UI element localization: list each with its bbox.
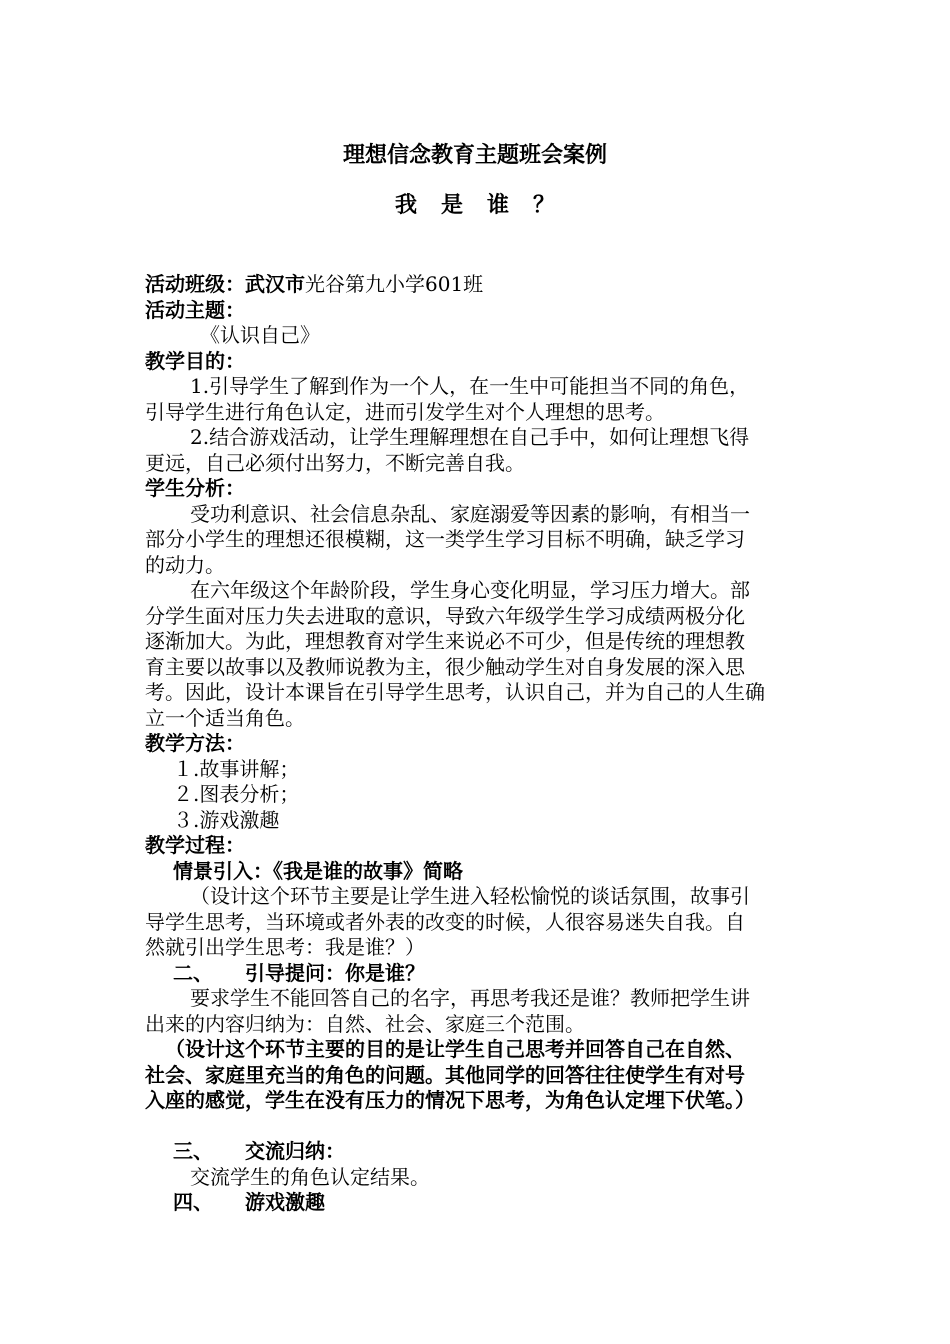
analysis-2c: 逐渐加大。为此，理想教育对学生来说必不可少，但是传统的理想教	[145, 629, 745, 653]
step1-a: 要求学生不能回答自己的名字，再思考我还是谁？教师把学生讲	[190, 986, 750, 1010]
step2-head: 交流归纳：	[245, 1139, 345, 1163]
step0-a: （设计这个环节主要是让学生进入轻松愉悦的谈话氛围，故事引	[190, 884, 750, 908]
analysis-2e: 考。因此，设计本课旨在引导学生思考，认识自己，并为自己的人生确	[145, 680, 765, 704]
analysis-2d: 育主要以故事以及教师说教为主，很少触动学生对自身发展的深入思	[145, 654, 745, 679]
goal-1b: 引导学生进行角色认定，进而引发学生对个人理想的思考。	[145, 399, 665, 424]
class-value: 光谷第九小学601班	[305, 272, 484, 296]
step1-num: 二、	[173, 960, 213, 985]
step0-b: 导学生思考，当环境或者外表的改变的时候，人很容易迷失自我。自	[145, 909, 745, 934]
analysis-2b: 分学生面对压力失去进取的意识，导致六年级学生学习成绩两极分化	[145, 603, 745, 628]
step1-heading	[145, 961, 810, 987]
step3-heading	[145, 1190, 810, 1216]
step3-head: 游戏激趣	[245, 1190, 325, 1214]
goal-2b: 更远，自己必须付出努力，不断完善自我。	[145, 450, 525, 475]
analysis-2f: 立一个适当角色。	[145, 705, 305, 730]
goal-1a: 1.引导学生了解到作为一个人，在一生中可能担当不同的角色，	[190, 374, 750, 398]
theme-value: 《认识自己》	[200, 323, 320, 347]
method-3: ３.游戏激趣	[173, 807, 280, 832]
class-line	[145, 272, 810, 298]
step1-note-c: 入座的感觉，学生在没有压力的情况下思考，为角色认定埋下伏笔。）	[145, 1088, 755, 1112]
document-body	[145, 272, 810, 1216]
step1-head: 引导提问：你是谁？	[245, 960, 425, 985]
process-label: 教学过程：	[145, 833, 245, 857]
step2-num: 三、	[173, 1139, 213, 1163]
analysis-1c: 的动力。	[145, 552, 225, 577]
step3-num: 四、	[173, 1190, 213, 1214]
step2-heading	[145, 1139, 810, 1165]
document-title: 理想信念教育主题班会案例	[342, 143, 607, 168]
step2-a: 交流学生的角色认定结果。	[190, 1164, 430, 1189]
goal-2a: 2.结合游戏活动，让学生理解理想在自己手中，如何让理想飞得	[190, 425, 750, 449]
step0-c: 然就引出学生思考：我是谁？）	[145, 935, 425, 959]
goal-label: 教学目的：	[145, 348, 245, 373]
step1-note-a: （设计这个环节主要的目的是让学生自己思考并回答自己在自然、	[165, 1037, 745, 1061]
method-1: １.故事讲解；	[173, 756, 300, 781]
step1-b: 出来的内容归纳为：自然、社会、家庭三个范围。	[145, 1011, 585, 1036]
document-subtitle: 我是谁？	[394, 193, 579, 218]
blank-line	[145, 1114, 810, 1140]
theme-label: 活动主题：	[145, 297, 245, 322]
analysis-1a: 受功利意识、社会信息杂乱、家庭溺爱等因素的影响，有相当一	[190, 501, 750, 526]
analysis-2a: 在六年级这个年龄阶段，学生身心变化明显，学习压力增大。部	[190, 578, 750, 602]
class-label: 活动班级：武汉市	[145, 272, 305, 296]
method-label: 教学方法：	[145, 731, 245, 755]
step1-note-b: 社会、家庭里充当的角色的问题。其他同学的回答往往使学生有对号	[145, 1062, 745, 1087]
step0-head: 情景引入：《我是谁的故事》简略	[173, 858, 463, 883]
analysis-label: 学生分析：	[145, 476, 245, 500]
method-2: ２.图表分析；	[173, 782, 300, 806]
analysis-1b: 部分小学生的理想还很模糊，这一类学生学习目标不明确，缺乏学习	[145, 527, 745, 551]
